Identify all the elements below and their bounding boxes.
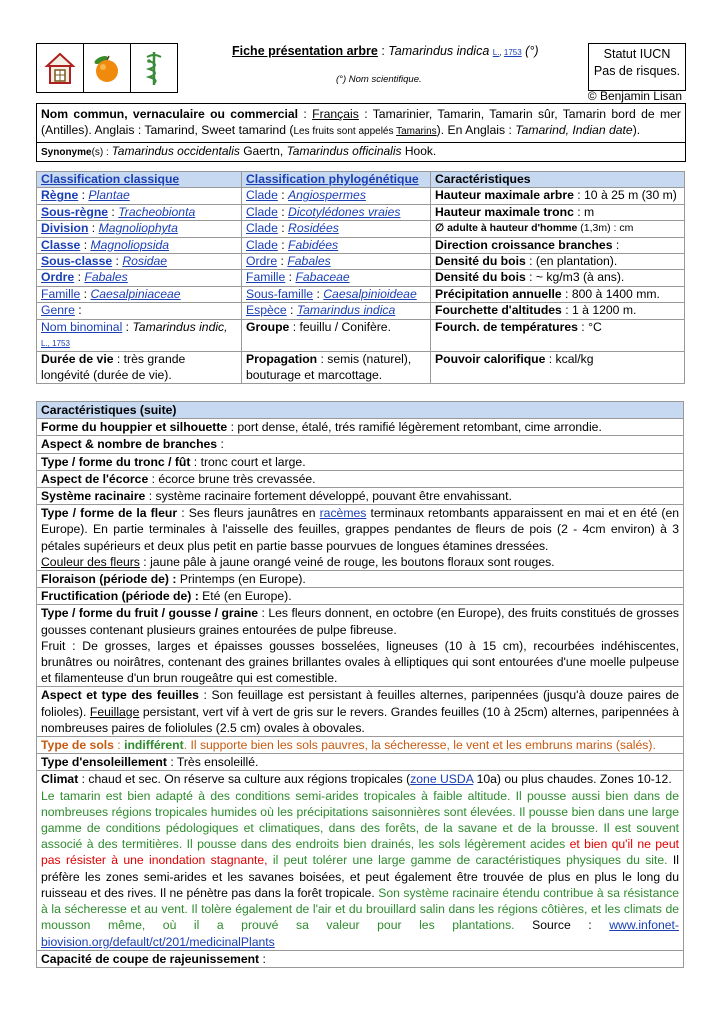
table-row [37,204,685,220]
table-row [37,352,685,384]
phylo-rank-link[interactable]: Clade [246,188,278,203]
fr-names: : Tamarinier, Tamarin, Tamarin sûr, Tamarin bord de mer (Antilles). Anglais : Tamarind, Sweet tamarind ( [41,107,681,137]
ensol-label: Type d'ensoleillement [41,755,167,770]
fleur-row [37,505,684,571]
iucn-value: Pas de risques. [593,64,681,78]
fruit-note-link: Tamarins [396,126,437,137]
classic-rank-link[interactable]: Règne [41,188,79,203]
tronc-label: Type / forme du tronc / fût [41,454,191,469]
caract-label: Direction croissance branches [435,237,613,252]
title-note: (°) [525,44,539,58]
header-caract: Caractéristiques [431,172,685,188]
phylo-cell: Clade : Rosidées [242,221,431,237]
caract-value: : (en plantation). [525,254,618,269]
en-names: Tamarind, Indian date [515,123,633,137]
caract-cell [431,221,685,237]
ensol-row [37,754,684,771]
phylo-cell: Espèce : Tamarindus indica [242,303,431,319]
phylo-cell: Famille : Fabaceae [242,270,431,286]
classic-cell: Classe : Magnoliopsida [37,237,242,253]
sols-indifferent: indifférent [124,738,184,753]
classic-value-link[interactable]: Tracheobionta [118,204,196,219]
climat-row [37,771,684,950]
table-row [37,286,685,302]
names-end: ). [632,123,641,137]
ecorce-value: : écorce brune très crevassée. [148,471,316,486]
title-sep: : [377,44,389,58]
temp-value: : °C [577,319,602,334]
table-row [37,270,685,286]
caract-value: : ~ kg/m3 (à ans). [525,270,625,285]
phylo-rank-link[interactable]: Clade [246,204,278,219]
phylo-value-link[interactable]: Fabales [287,254,331,269]
title-species: Tamarindus indica [388,44,490,58]
climat-green-3: Son système racinaire étendu contribue à sa résistance à la sécheresse et au vent. Il tolère également de l'air et du brouillard salin dans les régions côtières, et les climats de mousson même, où il a prouvé sa valeur pour les plantations. [41,885,679,933]
climat-text-b: 10a) ou plus chaudes. Zones 10-12. [473,772,672,787]
syn1: Tamarindus occidentalis [111,144,240,158]
fruit-row [37,605,684,687]
phylo-rank-link[interactable]: Espèce [246,303,287,318]
caract-label: Précipitation annuelle [435,286,562,301]
groupe-cell [242,319,431,352]
caract-cell [431,254,685,270]
table-row [37,221,685,237]
phylo-cell: Clade : Angiospermes [242,188,431,204]
title-label: Fiche présentation arbre [232,44,378,58]
synonyms [37,143,685,161]
en-label: ). En Anglais : [436,123,516,137]
header-classic[interactable]: Classification classique [37,172,242,188]
aspect-value: : [217,437,224,452]
sols-value: . Il supporte bien les sols pauvres, la sécheresse, le vent et les embruns marins (salés). [183,738,656,753]
houppier-row [37,419,684,436]
climat-red: et bien qu'il ne peut pas résister à une inondation stagnante, [41,837,679,868]
sols-label: Type de sols [41,738,114,753]
char-header: Caractéristiques (suite) [37,402,684,419]
source-link[interactable]: www.infonet-biovision.org/default/ct/201/medicinalPlants [41,918,679,949]
pouvoir-value: : kcal/kg [545,352,594,367]
classic-value-link[interactable]: Fabales [84,270,128,285]
table-row [37,254,685,270]
table-row [37,188,685,204]
binom-cell: Nom binominal : Tamarindus indic, L., 1753 [37,319,242,352]
caract-label: Densité du bois [435,270,526,285]
floraison-row [37,571,684,588]
title-author-link[interactable]: L. [492,48,500,57]
groupe-label: Groupe [246,319,290,334]
syn1-author: Gaertn, [239,144,287,158]
sols-sep: : [113,738,125,753]
climat-label: Climat [41,772,79,787]
fleur-text-b: terminaux retombants apparaissent en mai et en été (en Europe). En partie terminales à l'aisselle des feuilles, grappes pendantes de fleurs de pois (2 - 4cm environ) à 3 pétales supérieurs et deux plus petit en partie basse pourvues de longues étamines dressées. [41,506,680,553]
feuillage-link: Feuillage [89,704,140,719]
common-names: Nom commun, vernaculaire ou commercial : Français : Tamarinier, Tamarin, Tamarin sûr, Tamarin bord de mer (Antilles). Anglais : Tamarind, Sweet tamarind (Les fruits sont appelés Tamarins). En Anglais : Tamarind, Indian date). [37,104,685,143]
syn2-author: Hook. [401,144,437,158]
ecorce-label: Aspect de l'écorce [41,471,149,486]
racine-label: Système racinaire [41,489,146,504]
classic-rank-link[interactable]: Ordre [41,270,75,285]
classic-cell: Sous-classe : Rosidae [37,254,242,270]
phylo-value-link[interactable]: Dicotylédones vraies [288,204,401,219]
prop-value: : semis (naturel), bouturage et marcottage. [246,352,412,382]
caract-label: Hauteur maximale tronc [435,204,574,219]
phylo-cell: Clade : Dicotylédones vraies [242,204,431,220]
caract-value: : 800 à 1400 mm. [561,286,660,301]
binom-link[interactable]: Nom binominal [41,319,123,334]
binom-author-link[interactable]: L., 1753 [41,339,70,349]
duree-value: : très grande longévité (durée de vie). [41,352,186,382]
phylo-value-link[interactable]: Rosidées [288,221,339,236]
caract-value: (1,3m) : cm [577,222,634,235]
title-subnote: (°) Nom scientifique. [336,74,422,85]
caract-cell [431,237,685,253]
classic-value-link[interactable]: Rosidae [122,254,168,269]
fruit-text-a: : Les fleurs donnent, en octobre (en Europe), des fruits constitués de grosses gousses contenant plusieurs graines entourées de pulpe fibreuse. [41,606,679,637]
fleur-label: Type / forme de la fleur [41,506,178,521]
phylo-cell: Sous-famille : Caesalpinioideae [242,286,431,302]
caract-value: : 10 à 25 m (30 m) [573,188,677,203]
ensol-value: : Très ensoleillé. [166,755,259,770]
phylo-cell: Clade : Fabidées [242,237,431,253]
common-names-label: Nom commun, vernaculaire ou commercial [41,107,299,121]
houppier-value: : port dense, étalé, trés ramifié légèrement retombant, cime arrondie. [227,420,602,435]
feuilles-text-b: persistant, vert vif à vert de gris sur le revers. Grandes feuilles (10 à 25cm) alternes, paripennées à nombreuses paires de foliolules (2.5 cm) ovales à obovales. [41,704,679,735]
source-label: Source : [514,918,610,933]
header-phylo[interactable]: Classification phylogénétique [242,172,431,188]
caract-label: Fourchette d'altitudes [435,303,562,318]
fruit-icon [84,44,131,92]
caract-value: : [612,237,620,252]
temp-label: Fourch. de températures [435,319,578,334]
couleur-label: Couleur des fleurs [41,554,140,569]
feuilles-text-a: : Son feuillage est persistant à feuilles alternes, paripennées (jusqu'à douze paires de folioles). [41,688,680,719]
phylo-rank-link[interactable]: Ordre [246,254,278,269]
syn2: Tamarindus officinalis [286,144,402,158]
classic-rank-link[interactable]: Division [41,221,89,236]
fructif-label: Fructification (période de) : [41,589,199,604]
phylo-rank-link[interactable]: Famille [246,270,286,285]
climat-green-2: il peut tolérer une large gamme de caractéristiques physiques du site. [267,853,668,868]
classic-cell: Règne : Plantae [37,188,242,204]
tronc-value: : tronc court et large. [190,454,306,469]
feuilles-label: Aspect et type des feuilles [41,688,199,703]
racemes-link[interactable]: racèmes [319,506,367,521]
classic-value-link[interactable]: Magnoliophyta [98,221,178,236]
pouvoir-label: Pouvoir calorifique [435,352,546,367]
houppier-label: Forme du houppier et silhouette [41,420,228,435]
phylo-cell: Ordre : Fabales [242,254,431,270]
duree-cell [37,352,242,384]
sols-row [37,737,684,754]
couleur-value: : jaune pâle à jaune orangé veiné de rouge, les boutons floraux sont rouges. [139,554,555,569]
classic-rank-link[interactable]: Genre [41,303,75,318]
title-year-link[interactable]: 1753 [503,48,522,57]
fructif-row [37,588,684,605]
groupe-value: : feuillu / Conifère. [289,319,391,334]
classic-cell: Sous-règne : Tracheobionta [37,204,242,220]
iucn-title: Statut IUCN [603,47,671,61]
syn-s: (s) : [91,147,112,158]
fleur-text-a: : Ses fleurs jaunâtres en [177,506,320,521]
coupe-row [37,950,684,967]
characteristics-table [36,401,684,968]
iucn-status-box [588,43,686,91]
page-title: Fiche présentation arbre : Tamarindus indica L., 1753 (°) [232,44,539,58]
caract-value: : m [573,204,595,219]
phylo-value-link[interactable]: Tamarindus indica [296,303,396,318]
phylo-value-link[interactable]: Fabaceae [295,270,350,285]
classification-table [36,171,685,384]
fruit-note: Les fruits sont appelés [293,126,397,137]
caract-cell [431,270,685,286]
usda-zone-link[interactable]: zone USDA [410,772,474,787]
caduceus-icon [131,44,177,92]
pouvoir-cell [431,352,685,384]
coupe-label: Capacité de coupe de rajeunissement [41,951,260,966]
classic-value-link[interactable]: Plantae [88,188,130,203]
caract-cell [431,204,685,220]
caract-cell [431,286,685,302]
binom-value: Tamarindus indic, [132,319,228,334]
caract-cell [431,188,685,204]
tronc-row [37,453,684,470]
classic-cell: Division : Magnoliophyta [37,221,242,237]
house-icon [37,44,84,92]
feuilles-row [37,687,684,737]
climat-text-a: : chaud et sec. On réserve sa culture aux régions tropicales ( [78,772,411,787]
classic-cell: Genre : [37,303,242,319]
table-row [37,237,685,253]
floraison-label: Floraison (période de) : [41,572,177,587]
author-credit: © Benjamin Lisan [587,89,682,103]
classic-rank-link[interactable]: Classe [41,237,81,252]
prop-cell [242,352,431,384]
caract-value: : 1 à 1200 m. [561,303,637,318]
classic-cell: Ordre : Fabales [37,270,242,286]
classic-cell: Famille : Caesalpiniaceae [37,286,242,302]
fructif-value: Eté (en Europe). [198,589,292,604]
prop-label: Propagation [246,352,318,367]
caract-cell [431,303,685,319]
duree-label: Durée de vie [41,352,114,367]
caract-label: Densité du bois [435,254,526,269]
fruit-label: Type / forme du fruit / gousse / graine [41,606,259,621]
names-box [36,103,686,162]
header-icons [36,43,178,93]
floraison-value: Printemps (en Europe). [176,572,306,587]
phylo-rank-link[interactable]: Sous-famille [246,286,314,301]
classic-value-link[interactable]: Magnoliopsida [90,237,170,252]
racine-row [37,488,684,505]
climat-green-1: Le tamarin est bien adapté à des conditions semi-arides tropicales à faible altitude. Il pousse aussi bien dans de nombreuses régions tropicales humides où les précipitations saisonnières sont élevées. Il pousse bien dans une large gamme de conditions pédologiques et climatiques, dans des forêts, de la savane et de la brousse. Il est souvent associé à des termitières. Il pousse dans des endroits bien drainés, les sols légèrement acides [41,788,679,852]
caract-label: Hauteur maximale arbre [435,188,574,203]
phylo-rank-link[interactable]: Clade [246,221,278,236]
coupe-value: : [259,951,266,966]
aspect-label: Aspect & nombre de branches [41,437,218,452]
fruit-text-b: Fruit : De grosses, larges et épaisses gousses bosselées, ligneuses (10 à 15 cm), recourbées indéhiscentes, brunâtres ou noirâtres, contenant des graines brillantes ovales à elliptiques qui sont entourées d'une moelle pulpeuse et filamenteuse d'un brun rougeâtre qui est comestible. [41,638,679,686]
table-row [37,319,685,352]
syn-label: Synonyme [41,147,92,158]
temp-cell [431,319,685,352]
phylo-value-link[interactable]: Fabidées [288,237,339,252]
classic-value-link[interactable]: Caesalpiniaceae [90,286,181,301]
classic-rank-link[interactable]: Sous-règne [41,204,109,219]
phylo-value-link[interactable]: Angiospermes [288,188,366,203]
aspect-row [37,436,684,453]
ecorce-row [37,470,684,487]
lang-fr: Français [312,107,359,121]
caract-label: ∅ adulte à hauteur d'homme [435,222,578,235]
climat-black: Il préfère les zones semi-arides et les savanes boisées, et peut également être trouvée de plus en plus le long du ruisseau et des rives. Il ne pénètre pas dans la forêt tropicale. [41,853,679,900]
racine-value: : système racinaire fortement développé, pouvant être envahissant. [145,489,512,504]
table-row [37,303,685,319]
table-header-row [37,172,685,188]
phylo-value-link[interactable]: Caesalpinioideae [323,286,417,301]
classic-rank-link[interactable]: Sous-classe [41,254,113,269]
classic-rank-link[interactable]: Famille [41,286,81,301]
phylo-rank-link[interactable]: Clade [246,237,278,252]
